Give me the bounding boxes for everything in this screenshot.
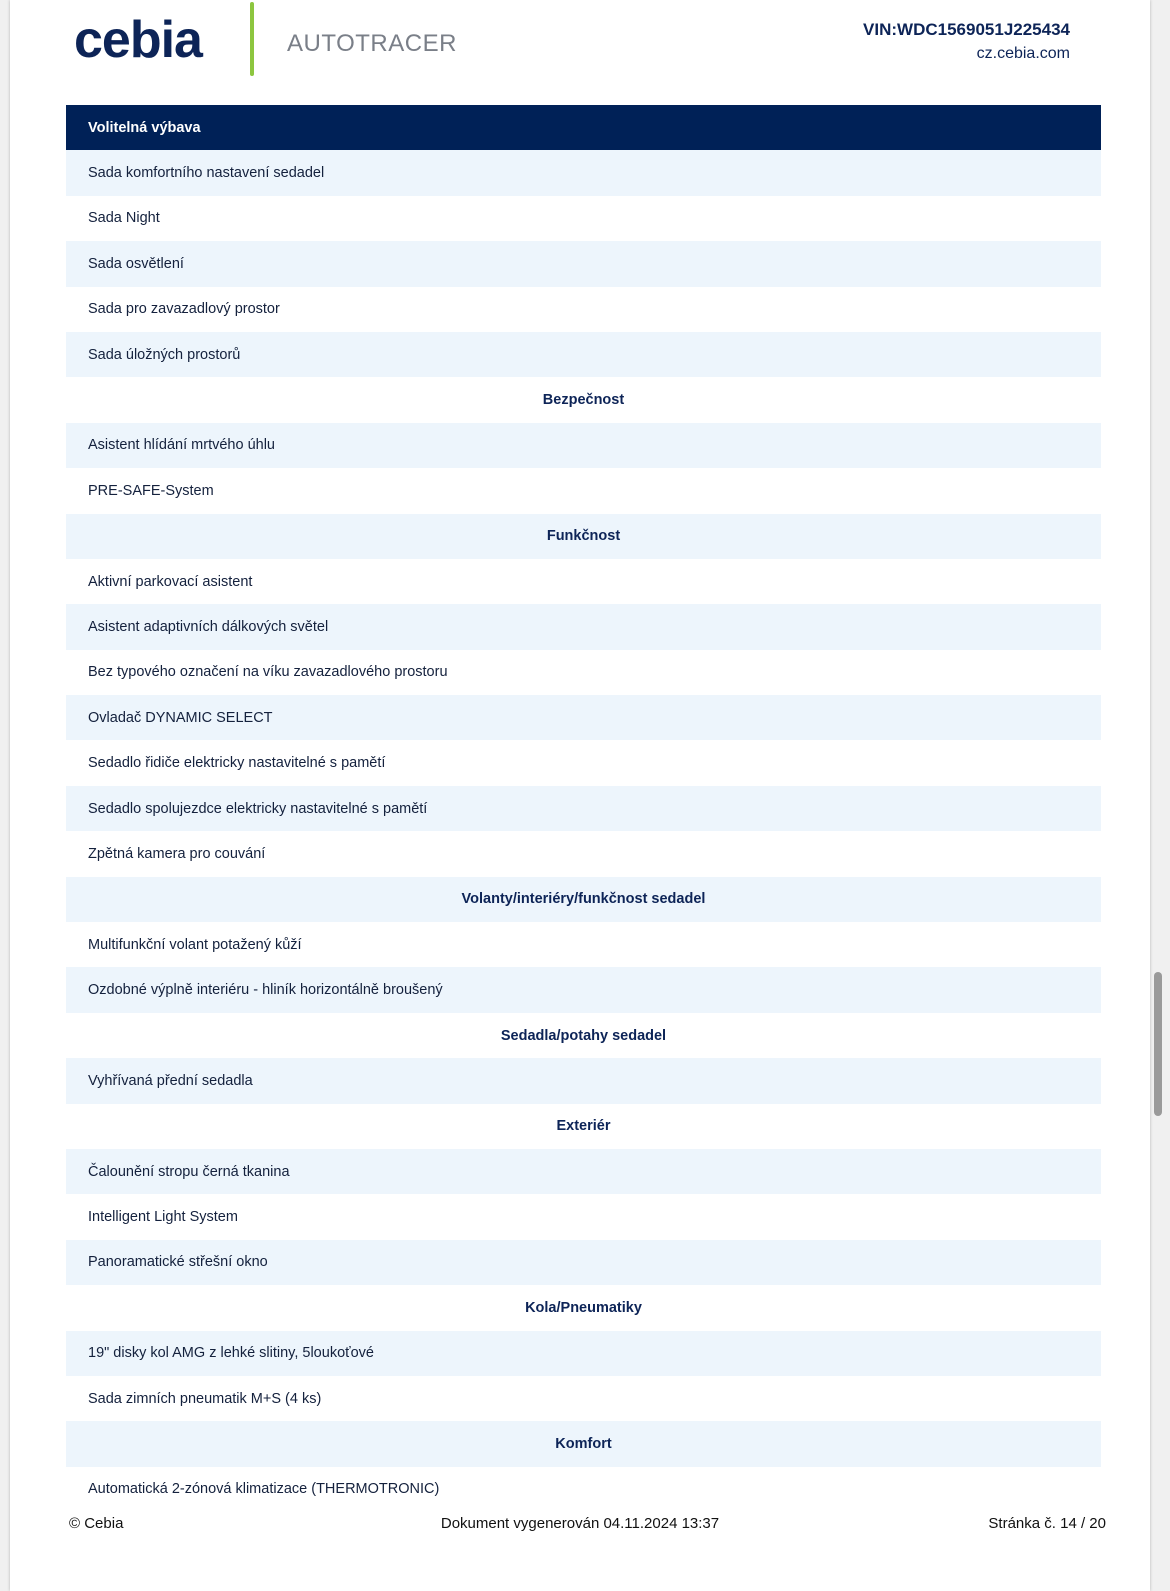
- category-heading: Kola/Pneumatiky: [525, 1299, 642, 1316]
- vin-number: VIN:WDC1569051J225434: [863, 20, 1070, 39]
- table-row: Ozdobné výplně interiéru - hliník horizontálně broušený: [66, 967, 1101, 1012]
- report-page: [10, 0, 1150, 1591]
- page-footer: [10, 1515, 1150, 1539]
- category-heading: Volanty/interiéry/funkčnost sedadel: [66, 877, 1101, 922]
- table-row: Multifunkční volant potažený kůží: [88, 936, 302, 953]
- table-row: Sada Night: [88, 210, 160, 227]
- category-heading: Komfort: [66, 1421, 1101, 1466]
- table-row: Automatická 2-zónová klimatizace (THERMOTRONIC): [88, 1481, 440, 1498]
- equipment-table: [66, 105, 1101, 1512]
- vertical-scrollbar[interactable]: [1154, 972, 1162, 1116]
- cebia-logo: cebia: [74, 11, 202, 69]
- table-row: Aktivní parkovací asistent: [88, 573, 253, 590]
- category-heading: Bezpečnost: [542, 392, 625, 409]
- table-row: PRE-SAFE-System: [88, 482, 214, 499]
- table-row: Asistent hlídání mrtvého úhlu: [66, 423, 1101, 468]
- table-row: Intelligent Light System: [88, 1209, 238, 1226]
- copyright: © Cebia: [69, 1515, 124, 1532]
- table-row: 19" disky kol AMG z lehké slitiny, 5loukoťové: [66, 1331, 1101, 1376]
- table-row: Sada komfortního nastavení sedadel: [66, 150, 1101, 195]
- table-header: Volitelná výbava: [66, 105, 1101, 150]
- page-number: Stránka č. 14 / 20: [988, 1515, 1106, 1532]
- category-heading: Sedadla/potahy sedadel: [500, 1027, 667, 1044]
- page-header: [10, 0, 1150, 100]
- table-row: Sada osvětlení: [66, 241, 1101, 286]
- logo-divider: [250, 2, 254, 76]
- table-row: Bez typového označení na víku zavazadlového prostoru: [88, 664, 448, 681]
- site-domain: cz.cebia.com: [976, 45, 1070, 62]
- category-heading: Exteriér: [556, 1118, 611, 1135]
- table-row: Sada pro zavazadlový prostor: [88, 301, 280, 318]
- table-row: Asistent adaptivních dálkových světel: [66, 604, 1101, 649]
- table-row: Vyhřívaná přední sedadla: [66, 1058, 1101, 1103]
- category-heading: Funkčnost: [66, 514, 1101, 559]
- table-row: Zpětná kamera pro couvání: [88, 845, 266, 862]
- table-row: Sedadlo řidiče elektricky nastavitelné s pamětí: [88, 755, 386, 772]
- product-name: AUTOTRACER: [287, 30, 457, 57]
- table-row: Sada zimních pneumatik M+S (4 ks): [88, 1390, 322, 1407]
- table-row: Sedadlo spolujezdce elektricky nastavitelné s pamětí: [66, 786, 1101, 831]
- table-row: Sada úložných prostorů: [66, 332, 1101, 377]
- table-row: Panoramatické střešní okno: [66, 1240, 1101, 1285]
- generated-timestamp: Dokument vygenerován 04.11.2024 13:37: [440, 1515, 720, 1532]
- table-row: Ovladač DYNAMIC SELECT: [66, 695, 1101, 740]
- table-row: Čalounění stropu černá tkanina: [66, 1149, 1101, 1194]
